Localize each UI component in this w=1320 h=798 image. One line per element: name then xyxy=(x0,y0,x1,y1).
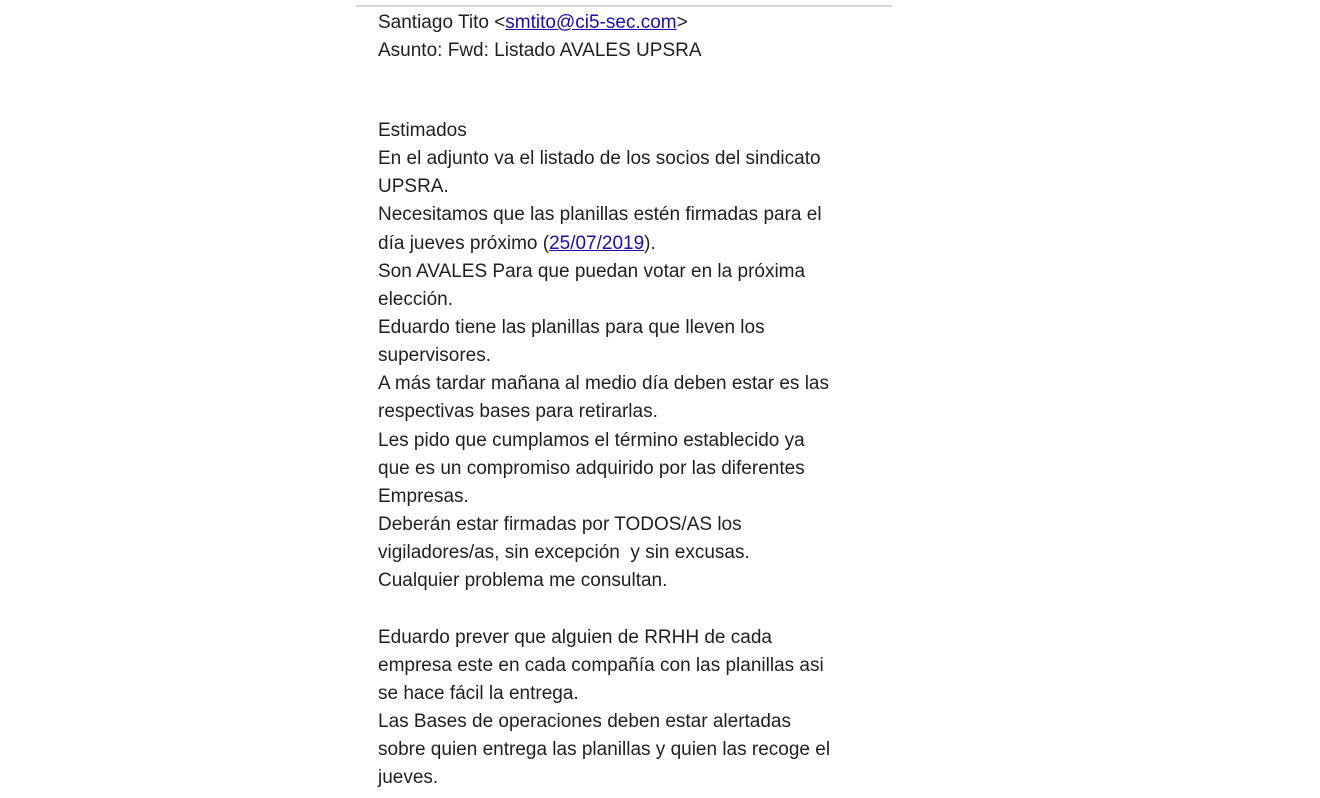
date-link[interactable]: 25/07/2019 xyxy=(549,232,645,254)
top-divider xyxy=(356,5,892,7)
body-line: En el adjunto va el listado de los socios del sindicato xyxy=(378,148,821,170)
email-body xyxy=(378,117,878,792)
body-line: que es un compromiso adquirido por las diferentes xyxy=(378,457,805,479)
body-line: sobre quien entrega las planillas y quien las recoge el xyxy=(378,739,831,761)
sender-line xyxy=(378,9,702,37)
sender-email-link[interactable]: smtito@ci5-sec.com xyxy=(505,12,677,33)
body-line: se hace fácil la entrega. xyxy=(378,682,579,704)
body-line: Eduardo tiene las planillas para que lleven los xyxy=(378,316,765,338)
body-line: A más tardar mañana al medio día deben estar es las xyxy=(378,373,829,395)
body-line: respectivas bases para retirarlas. xyxy=(378,401,658,423)
body-line-with-date xyxy=(378,230,878,258)
body-line-segment: día jueves próximo ( xyxy=(378,232,550,254)
body-line: UPSRA. xyxy=(378,176,449,198)
body-line: Cualquier problema me consultan. xyxy=(378,570,668,592)
body-line: Empresas. xyxy=(378,485,469,507)
body-line: Les pido que cumplamos el término establecido ya xyxy=(378,429,805,451)
body-line: Necesitamos que las planillas estén firmadas para el xyxy=(378,204,822,226)
email-header xyxy=(378,9,702,65)
body-line: Estimados xyxy=(378,120,467,141)
sender-open-bracket: < xyxy=(488,12,506,33)
body-line: elección. xyxy=(378,288,453,310)
body-line: Deberán estar firmadas por TODOS/AS los xyxy=(378,513,742,535)
sender-close-bracket: > xyxy=(676,12,688,33)
body-line-segment: ). xyxy=(644,232,656,254)
body-line: Son AVALES Para que puedan votar en la próxima xyxy=(378,260,806,282)
subject-line: Asunto: Fwd: Listado AVALES UPSRA xyxy=(378,40,702,61)
body-line: Las Bases de operaciones deben estar alertadas xyxy=(378,710,791,732)
body-line: jueves. xyxy=(378,767,439,789)
body-line: supervisores. xyxy=(378,345,491,367)
email-panel xyxy=(356,0,892,798)
body-line: empresa este en cada compañía con las planillas asi xyxy=(378,654,824,676)
body-line: Eduardo prever que alguien de RRHH de cada xyxy=(378,626,772,648)
body-line: vigiladores/as, sin excepción y sin excusas. xyxy=(378,542,750,564)
paragraph-gap xyxy=(378,595,878,623)
sender-name: Santiago Tito xyxy=(378,12,489,33)
